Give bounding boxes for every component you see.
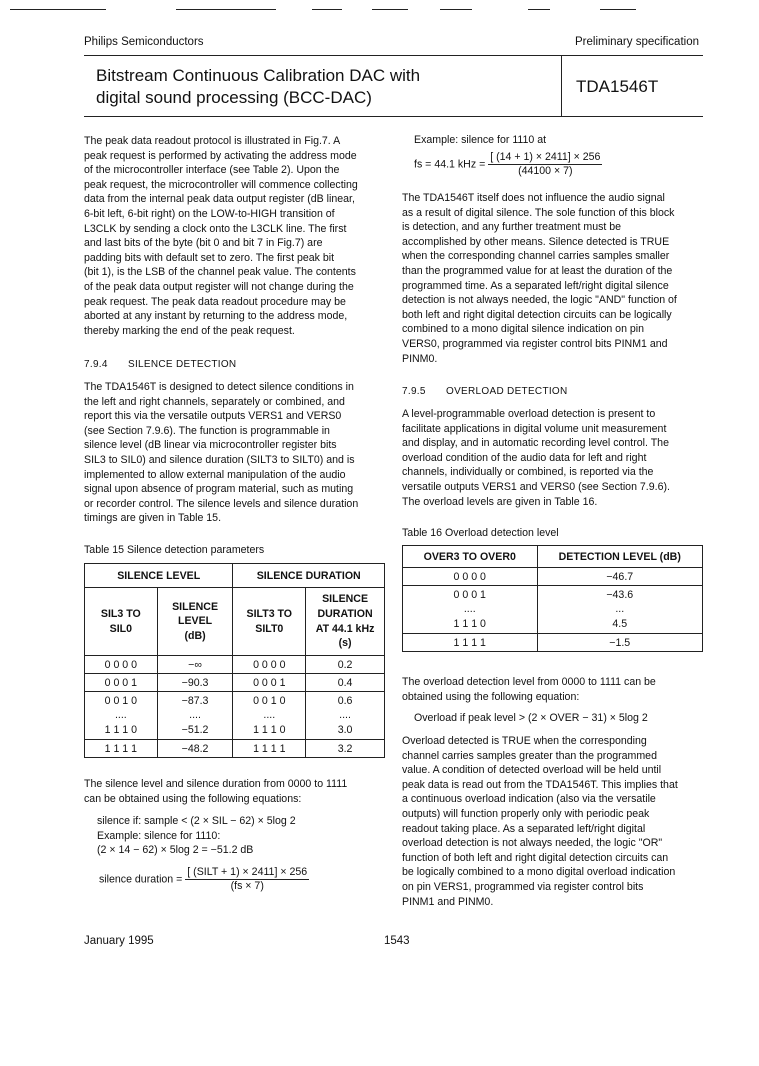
top-mark — [372, 9, 408, 10]
company-name: Philips Semiconductors — [84, 36, 204, 48]
table-row: 1 1 1 1 −1.5 — [403, 634, 703, 652]
part-number: TDA1546T — [576, 77, 659, 96]
table-row: 0 0 0 0 −46.7 — [403, 568, 703, 586]
table-row: 0 0 0 0 −∞ 0 0 0 0 0.2 — [85, 656, 385, 674]
table16-caption: Table 16 Overload detection level — [402, 527, 559, 539]
fs-equation: fs = 44.1 kHz = $\frac{[ (14 + 1) \times 2411] \times 256}{(44100 \times 7)}$ — [414, 151, 601, 177]
top-mark — [10, 9, 106, 10]
table16-header-level: DETECTION LEVEL (dB) — [537, 546, 703, 568]
title-rule — [84, 116, 703, 117]
table-row: 1 1 1 1 −48.2 1 1 1 1 3.2 — [85, 740, 385, 758]
silence-result-paragraph: The TDA1546T itself does not influence the audio signal as a result of digital silence. The sole function of this block is detection, and any further treatment must be accomplished by other means. Silence detected is TRUE when the corresponding channel carries samples smaller than the programmed value for at least the duration of the programmed time. As a separated left/right digital silence detection is not always needed, the logic "AND" function of both left and right digital detection circuits can be logically combined to a mono digital silence indication on pin VERS0, programmed via register control bits PINM1 and PINM0. — [402, 192, 677, 365]
section-heading-overload: 7.9.5 OVERLOAD DETECTION — [402, 386, 568, 397]
silence-paragraph: The TDA1546T is designed to detect silence conditions in the left and right channels, separately or combined, and report this via the versatile outputs VERS1 and VERS0 (see Section 7.9.6). The function is programmable in silence level (dB linear via microcontroller register bits SIL3 to SIL0) and silence duration (SILT3 to SILT0) and is implemented to allow external manipulation of the audio signal upon absence of program material, such as muting or recorder control. The silence levels and silence duration timings are given in Table 15. — [84, 381, 359, 525]
table15-caption: Table 15 Silence detection parameters — [84, 544, 265, 556]
table15 — [84, 563, 385, 758]
title-line-1: Bitstream Continuous Calibration DAC with — [96, 66, 421, 85]
footer-date: January 1995 — [84, 935, 154, 947]
top-mark — [312, 9, 342, 10]
table15-group-level: SILENCE LEVEL — [85, 564, 233, 588]
table16 — [402, 545, 703, 652]
silence-duration-equation: silence duration = $\frac{\text{[ (SILT + 1) × 2411] × 256}}{(fs \times 7)}$ — [99, 866, 308, 892]
top-mark — [600, 9, 636, 10]
table15-group-duration: SILENCE DURATION — [233, 564, 385, 588]
document-status: Preliminary specification — [575, 36, 699, 48]
overload-paragraph: A level-programmable overload detection is present to facilitate applications in digital volume unit measurement and display, and in automatic recording level control. The overload condition of the audio data for left and right channels, individually or combined, is reported via the versatile outputs VERS1 and VERS0 (see Section 7.9.6). The overload levels are given in Table 16. — [402, 408, 670, 508]
top-mark — [176, 9, 276, 10]
section-heading-silence: 7.9.4 SILENCE DETECTION — [84, 359, 237, 370]
title-line-2: digital sound processing (BCC-DAC) — [96, 88, 372, 107]
intro-paragraph: The peak data readout protocol is illustrated in Fig.7. A peak request is performed by activating the address mode of the microcontroller interface (see Table 2). Upon the peak request, the microcontroller will commence collecting data from the internal peak data output register (dB linear, 6-bit left, 6-bit right) on the LOW-to-HIGH transition of L3CLK by sending a clock onto the L3CLK line. The first and last bits of the byte (bit 0 and bit 7 in Fig.7) are padding bits with default set to zero. The first peak bit (bit 1), is the LSB of the channel peak value. The contents of the peak data output register will not change during the peak request. The peak data readout procedure may be aborted at any instant by returning to the address mode, thereby marking the end of the peak request. — [84, 135, 358, 337]
overload-equation-intro: The overload detection level from 0000 to 1111 can be obtained using the following equation: — [402, 676, 656, 703]
header-rule — [84, 55, 703, 56]
table-row: 0 0 0 1 −90.3 0 0 0 1 0.4 — [85, 674, 385, 692]
equations-intro: The silence level and silence duration from 0000 to 1111 can be obtained using the following equations: — [84, 778, 348, 805]
overload-equation: Overload if peak level > (2 × OVER − 31) × 5log 2 — [414, 712, 648, 724]
example-label: Example: silence for 1110 at — [414, 134, 547, 146]
table15-header-silt: SILT3 TO SILT0 — [233, 588, 306, 656]
top-mark — [528, 9, 550, 10]
table16-header-over: OVER3 TO OVER0 — [403, 546, 538, 568]
overload-result-paragraph: Overload detected is TRUE when the corresponding channel carries samples greater than the programmed value. A condition of detected overload will be held until peak data is read out from the TDA1546T. This implies that a continuous overload indication (also via the versatile outputs) will function properly only with periodic peak readout taking place. As a separated left/right digital overload detection is not always needed, the logic "OR" function of both left and right digital detection circuits can be logically combined to a mono digital overload indication on pin VERS1, programmed via register control bits PINM1 and PINM0. — [402, 735, 678, 908]
table15-header-sil: SIL3 TO SIL0 — [85, 588, 158, 656]
title-divider — [561, 56, 562, 116]
document-title — [96, 65, 420, 109]
table-row: 0 0 1 0 .... 1 1 1 0 −87.3 .... −51.2 0 0 1 0 .... 1 1 1 0 0.6 .... 3.0 — [85, 692, 385, 740]
table15-header-duration: SILENCE DURATION AT 44.1 kHz (s) — [306, 588, 385, 656]
table-row: 0 0 0 1 .... 1 1 1 0 −43.6 ... 4.5 — [403, 586, 703, 634]
top-mark — [440, 9, 472, 10]
page-number: 1543 — [384, 935, 410, 947]
table15-header-level: SILENCE LEVEL (dB) — [157, 588, 233, 656]
silence-equations: silence if: sample < (2 × SIL − 62) × 5log 2 Example: silence for 1110: (2 × 14 − 62) × 5log 2 = −51.2 dB — [97, 815, 296, 857]
